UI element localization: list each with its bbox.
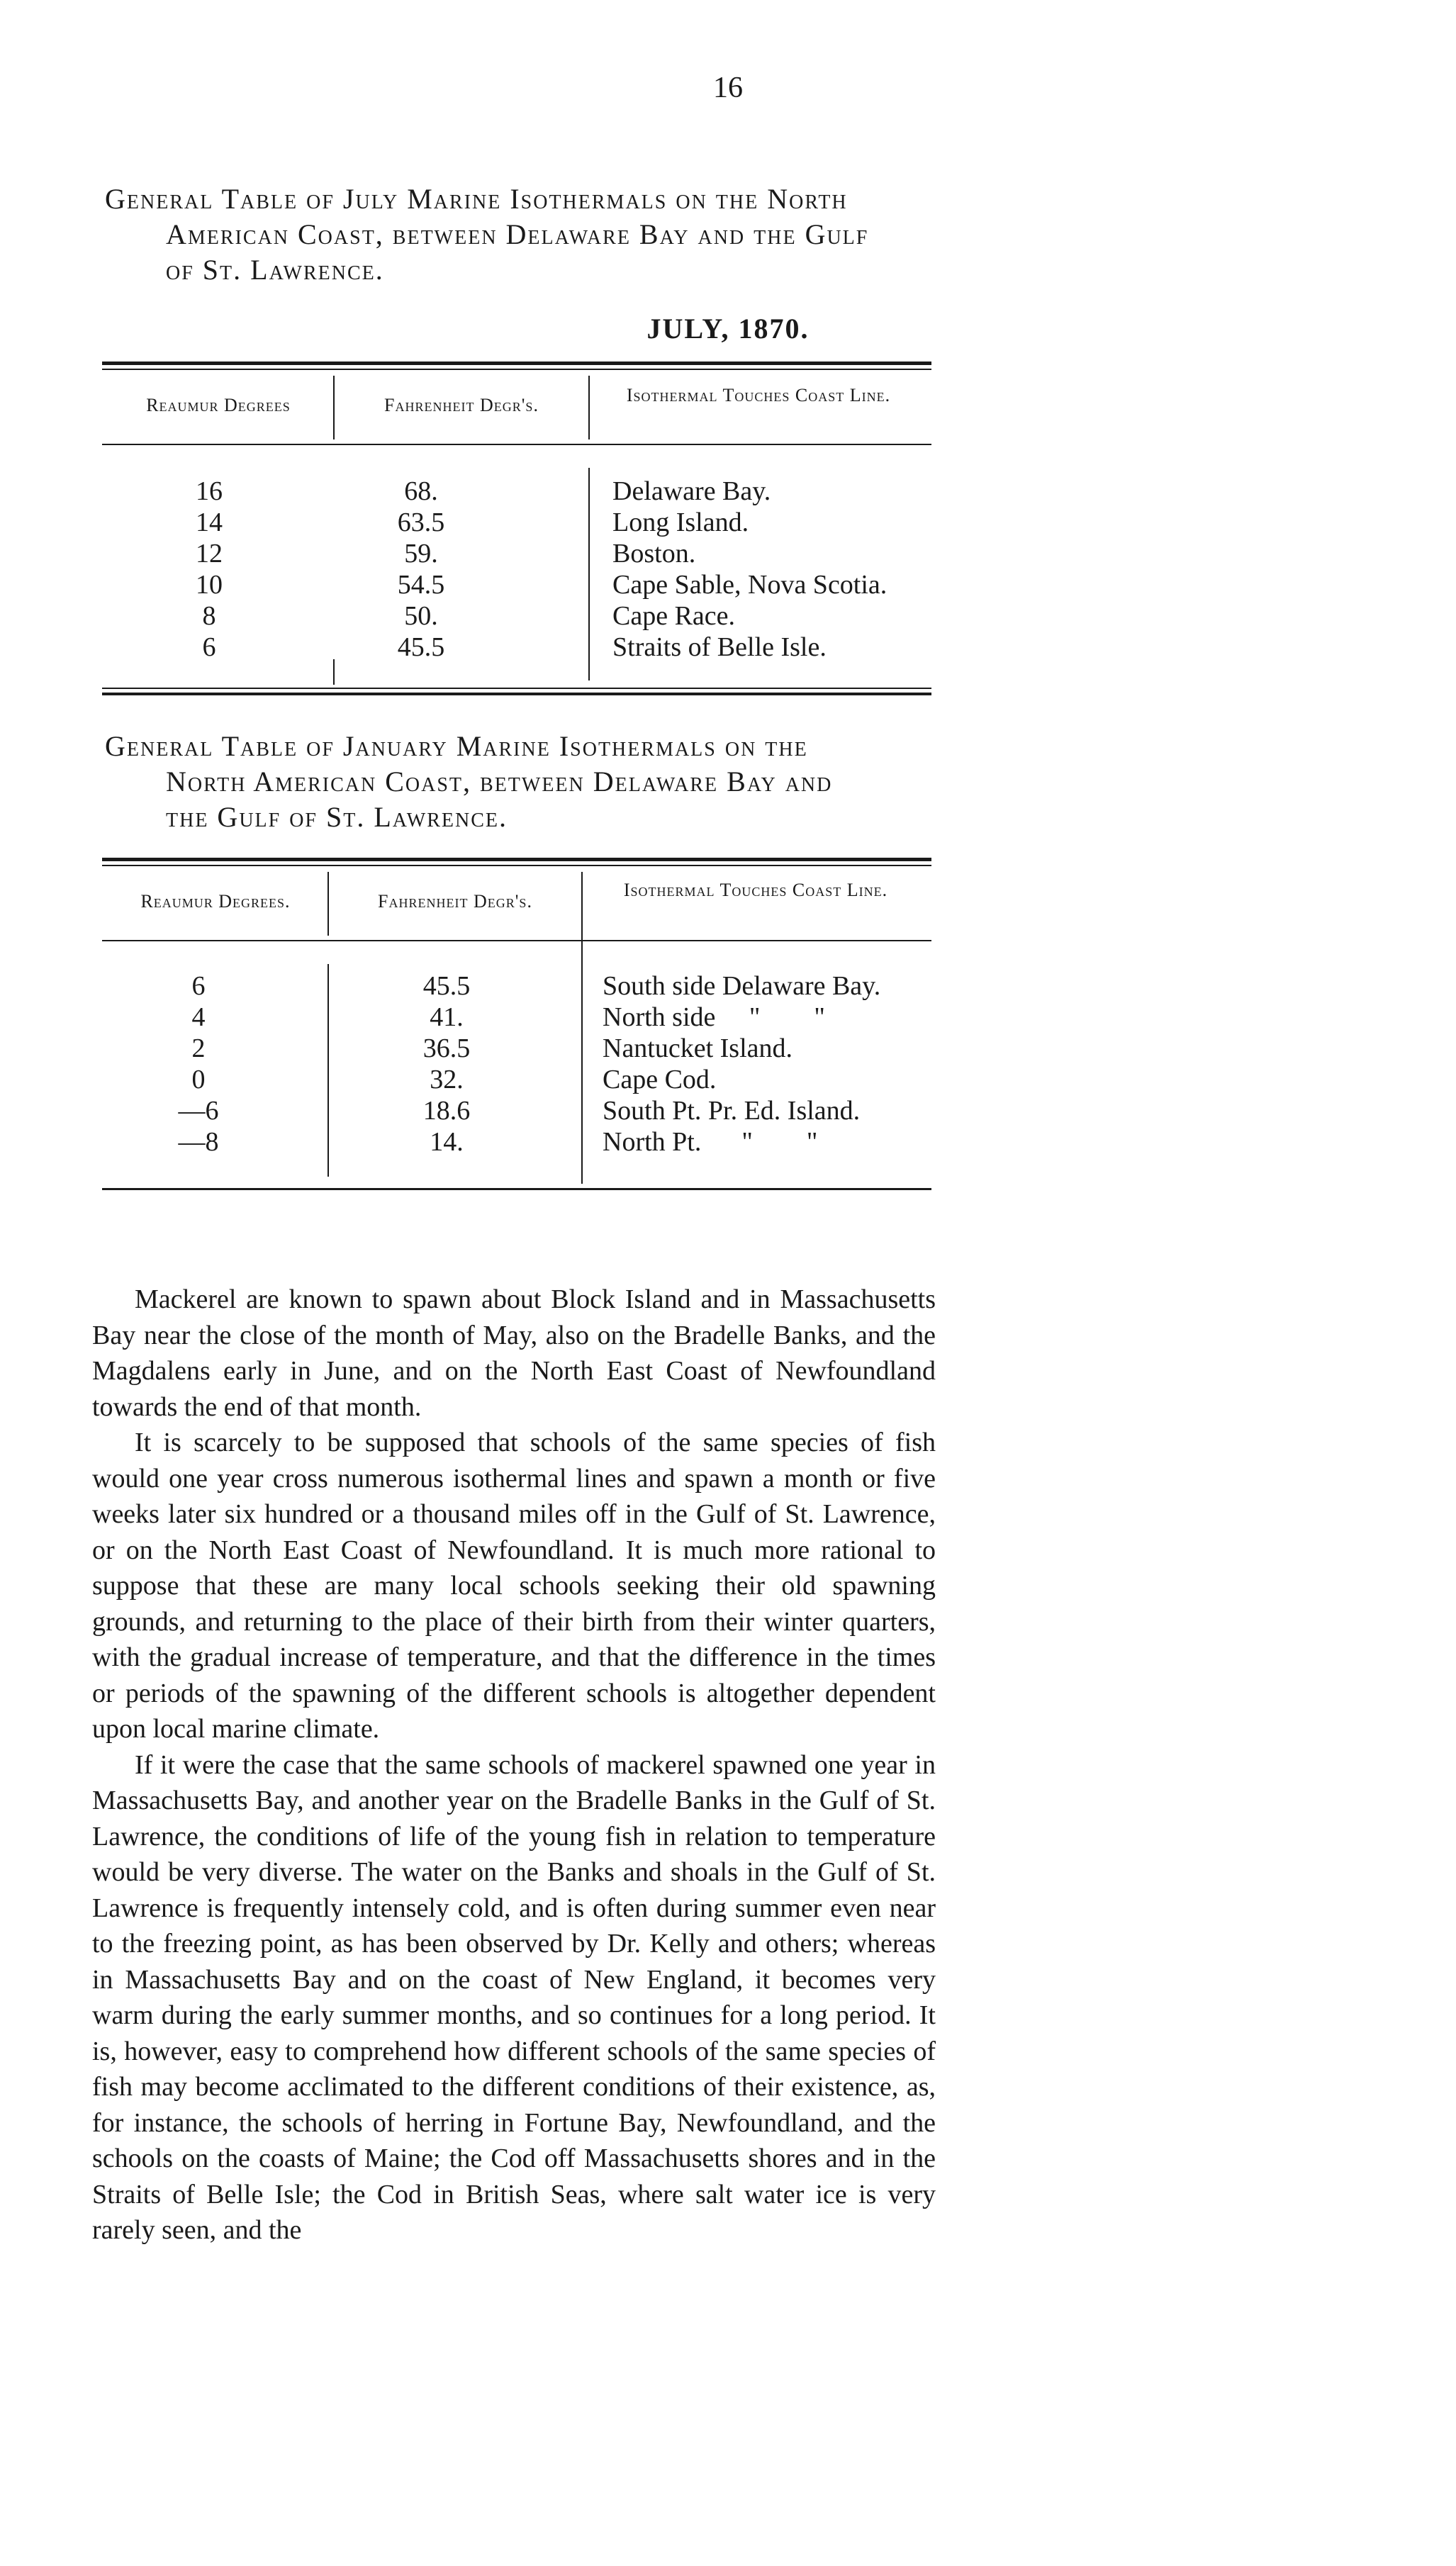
table1-cell-coast: Straits of Belle Isle. — [612, 632, 827, 662]
table2-cell-reaumur: 0 — [191, 1065, 206, 1094]
table1-divider — [333, 659, 335, 685]
table1-cell-reaumur: 6 — [202, 632, 216, 662]
table1-top-rule — [102, 362, 931, 365]
table1-cell-fahrenheit: 59. — [404, 539, 438, 568]
table2-title-line: North American Coast, between Delaware Bay and — [166, 766, 833, 797]
table1-subtitle: JULY, 1870. — [646, 313, 810, 344]
table1-title-line: General Table of July Marine Isothermals on the North — [105, 183, 848, 215]
table1-cell-fahrenheit: 68. — [404, 476, 438, 506]
table2-header-reaumur: Reaumur Degrees. — [140, 891, 291, 912]
body-text — [92, 1282, 936, 2248]
table2-cell-coast: North side " " — [603, 1002, 825, 1032]
table1-cell-coast: Delaware Bay. — [612, 476, 771, 506]
table2-cell-reaumur: —8 — [178, 1127, 219, 1157]
table1-cell-coast: Cape Race. — [612, 601, 736, 631]
table1-header-reaumur: Reaumur Degrees — [146, 395, 291, 415]
table1-cell-fahrenheit: 63.5 — [397, 508, 445, 537]
table2-cell-fahrenheit: 36.5 — [422, 1033, 471, 1063]
table1-header-coast: Isothermal Touches Coast Line. — [626, 385, 891, 405]
table2-title-line: General Table of January Marine Isothermals on the — [105, 730, 808, 762]
table1-cell-reaumur: 12 — [196, 539, 223, 568]
table2-divider — [581, 872, 583, 1184]
table2-bottom-rule — [102, 1188, 931, 1190]
table1-cell-coast: Boston. — [612, 539, 696, 568]
table1-title — [105, 181, 868, 288]
table1-cell-coast: Cape Sable, Nova Scotia. — [612, 570, 887, 600]
table2-cell-fahrenheit: 41. — [430, 1002, 464, 1032]
table1-cell-reaumur: 10 — [196, 570, 223, 600]
table1-header-rule — [102, 444, 931, 445]
table1-top-rule-thin — [102, 369, 931, 370]
table1-divider — [333, 376, 335, 439]
table2-cell-coast: North Pt. " " — [603, 1127, 818, 1157]
table2-cell-reaumur: 6 — [191, 971, 206, 1001]
table1-title-line: of St. Lawrence. — [166, 254, 384, 286]
table2-top-rule-thin — [102, 865, 931, 866]
table1-cell-fahrenheit: 54.5 — [397, 570, 445, 600]
table2-header-rule — [102, 940, 931, 941]
table2-header-coast: Isothermal Touches Coast Line. — [623, 880, 888, 900]
table2-cell-coast: South side Delaware Bay. — [603, 971, 881, 1001]
table2-cell-fahrenheit: 18.6 — [422, 1096, 471, 1126]
table2-cell-reaumur: —6 — [178, 1096, 219, 1126]
table2-cell-fahrenheit: 14. — [430, 1127, 464, 1157]
table2-cell-coast: South Pt. Pr. Ed. Island. — [603, 1096, 861, 1126]
table2-title — [105, 729, 832, 835]
table2-cell-fahrenheit: 45.5 — [422, 971, 471, 1001]
paragraph: Mackerel are known to spawn about Block Island and in Massachusetts Bay near the close of the month of May, also on the Bradelle Banks, and the Magdalens early in June, and on the North East Coast of Newfoundland towards the end of that month. — [92, 1284, 936, 1422]
table1-cell-fahrenheit: 45.5 — [397, 632, 445, 662]
table2-cell-reaumur: 2 — [191, 1033, 206, 1063]
paragraph: If it were the case that the same schools of mackerel spawned one year in Massachusetts Bay, and another year on the Bradelle Banks in the Gulf of St. Lawrence, the conditions of life of the young fish in relation to temperature would be very diverse. The water on the Banks and shoals in the Gulf of St. Lawrence is frequently intensely cold, and is often during summer even near to the freezing point, as has been observed by Dr. Kelly and others; whereas in Massachusetts Bay and on the coast of New England, it becomes very warm during the early summer months, and so continues for a long period. It is, however, easy to comprehend how different schools of the same species of fish may become acclimated to the different conditions of their existence, as, for instance, the schools of herring in Fortune Bay, Newfoundland, and the schools on the coasts of Maine; the Cod off Massachusetts shores and in the Straits of Belle Isle; the Cod in British Seas, where salt water ice is very rarely seen, and the — [92, 1749, 936, 2245]
table1-header-fahrenheit: Fahrenheit Degr's. — [384, 395, 539, 415]
table1-cell-reaumur: 16 — [196, 476, 223, 506]
table1-cell-reaumur: 14 — [196, 508, 223, 537]
table2-header-fahrenheit: Fahrenheit Degr's. — [378, 891, 532, 912]
table1-cell-fahrenheit: 50. — [404, 601, 438, 631]
table2-cell-fahrenheit: 32. — [430, 1065, 464, 1094]
table2-divider — [327, 964, 329, 1177]
page-number: 16 — [713, 72, 743, 104]
table1-cell-reaumur: 8 — [202, 601, 216, 631]
table1-bottom-rule-thick — [102, 693, 931, 695]
table2-top-rule — [102, 858, 931, 861]
table1-bottom-rule — [102, 688, 931, 689]
table2-cell-coast: Nantucket Island. — [603, 1033, 793, 1063]
paragraph: It is scarcely to be supposed that schools of the same species of fish would one year cross numerous isothermal lines and spawn a month or five weeks later six hundred or a thousand miles off in the Gulf of St. Lawrence, or on the North East Coast of Newfoundland. It is much more rational to suppose that these are many local schools seeking their old spawning grounds, and returning to the place of their birth from their winter quarters, with the gradual increase of temperature, and that the difference in the times or periods of the spawning of the different schools is altogether dependent upon local marine climate. — [92, 1428, 936, 1744]
table1-cell-coast: Long Island. — [612, 508, 749, 537]
table2-divider — [327, 872, 329, 936]
table2-cell-reaumur: 4 — [191, 1002, 206, 1032]
table1-divider — [588, 376, 590, 439]
table1-divider — [588, 468, 590, 680]
table1-title-line: American Coast, between Delaware Bay and the Gulf — [166, 218, 869, 250]
table2-title-line: the Gulf of St. Lawrence. — [166, 801, 508, 833]
table2-cell-coast: Cape Cod. — [603, 1065, 717, 1094]
